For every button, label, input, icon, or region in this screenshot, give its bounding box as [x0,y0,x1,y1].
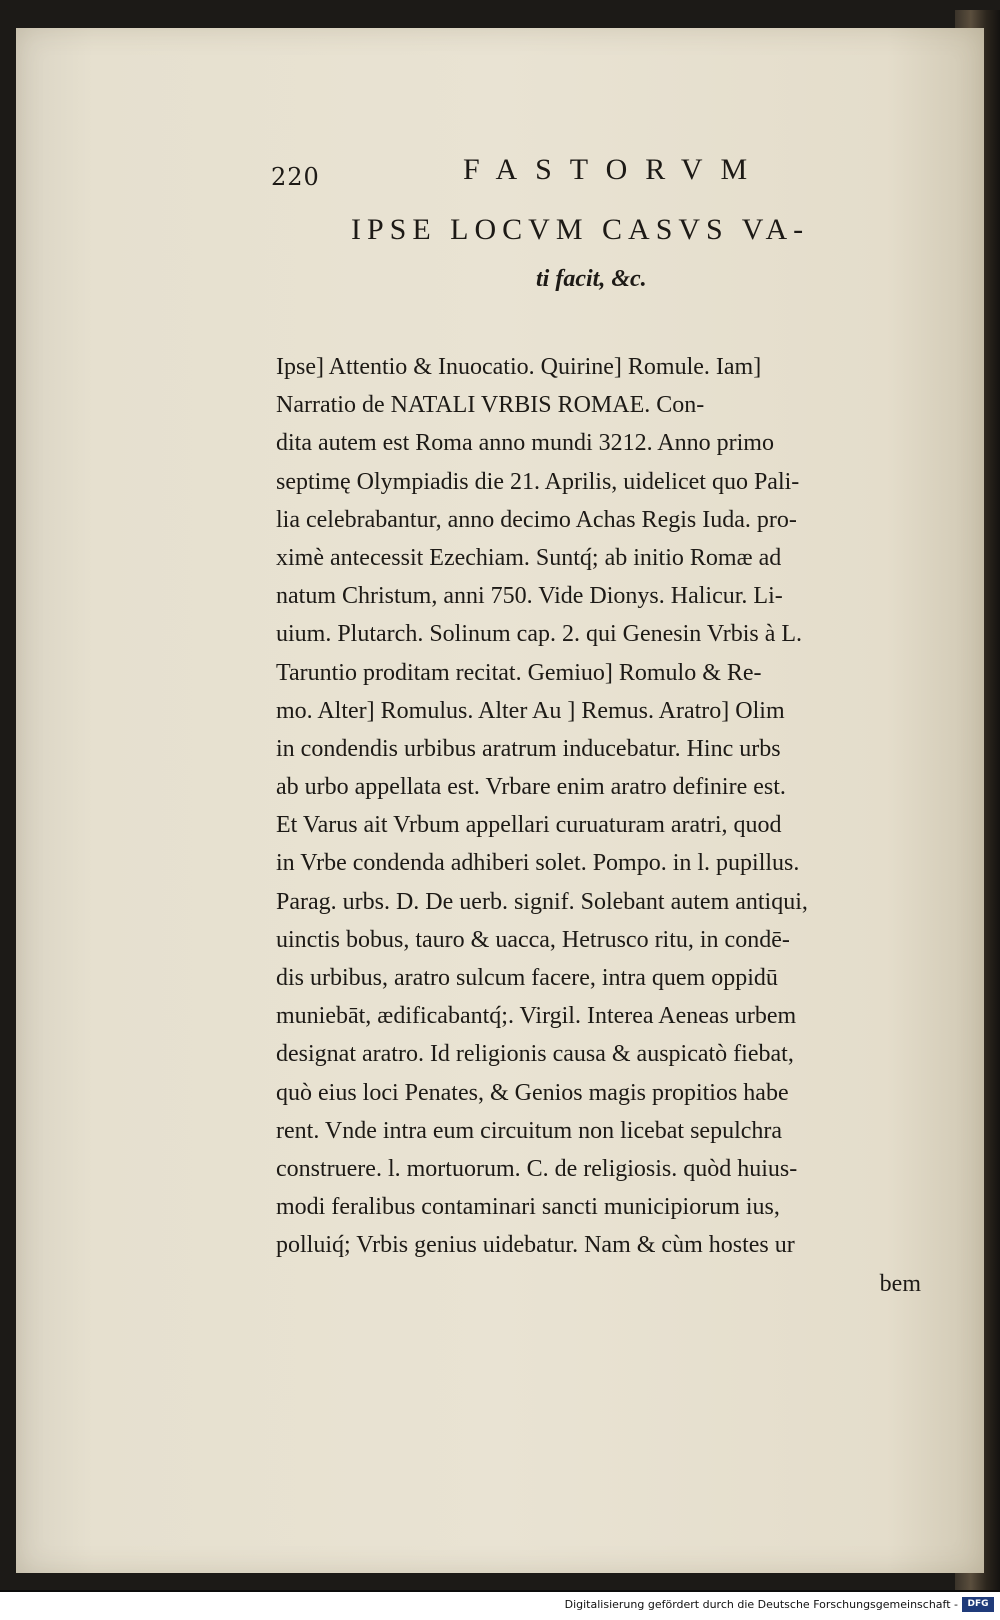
text-line: muniebāt, ædificabantq́;. Virgil. Interea Aeneas urbem [276,1003,797,1030]
text-line: ximè antecessit Ezechiam. Suntq́; ab initio Romæ ad [276,544,782,571]
text-line: septimę Olympiadis die 21. Aprilis, uidelicet quo Pali- [276,468,800,495]
text-line: lia celebrabantur, anno decimo Achas Regis Iuda. pro- [276,506,797,533]
text-line: ab urbo appellata est. Vrbare enim aratro definire est. [276,774,786,801]
text-line: Taruntio proditam recitat. Gemiuo] Romulo & Re- [276,659,762,686]
text-line: dis urbibus, aratro sulcum facere, intra quem oppidū [276,965,778,991]
text-line: natum Christum, anni 750. Vide Dionys. Halicur. Li- [276,583,783,610]
page-number: 220 [271,163,320,191]
text-line: uium. Plutarch. Solinum cap. 2. qui Genesin Vrbis à L. [276,621,803,648]
text-line: Parag. urbs. D. De uerb. signif. Solebant autem antiqui, [276,888,808,915]
text-line: dita autem est Roma anno mundi 3212. Anno primo [276,430,774,457]
text-line: in condendis urbibus aratrum inducebatur. Hinc urbs [276,735,781,762]
catchword: bem [879,1270,921,1297]
text-line: designat aratro. Id religionis causa & auspicatò fiebat, [276,1041,794,1068]
footer-bar [0,1592,1000,1620]
text-line: uinctis bobus, tauro & uacca, Hetrusco ritu, in condē- [276,926,790,953]
text-line: construere. l. mortuorum. C. de religiosis. quòd huius- [276,1155,798,1182]
text-line: in Vrbe condenda adhiberi solet. Pompo. in l. pupillus. [276,850,800,877]
section-heading-continuation: ti facit, &c. [536,266,647,292]
text-line: Narratio de NATALI VRBIS ROMAE. Con- [276,392,705,419]
text-line: mo. Alter] Romulus. Alter Au ] Remus. Aratro] Olim [276,697,785,724]
funding-credit: Digitalisierung gefördert durch die Deutsche Forschungsgemeinschaft - [564,1598,958,1611]
section-heading: IPSE LOCVM CASVS VA- [351,213,810,246]
text-line: rent. Vnde intra eum circuitum non licebat sepulchra [276,1117,783,1144]
text-line: Et Varus ait Vrbum appellari curuaturam aratri, quod [276,812,782,839]
dfg-logo: DFG [962,1597,994,1612]
body-text [276,348,966,1303]
book-page [16,28,984,1573]
running-head: FASTORVM [463,153,766,186]
text-line: modi feralibus contaminari sancti municipiorum ius, [276,1194,780,1221]
text-line: polluiq́; Vrbis genius uidebatur. Nam & cùm hostes ur [276,1232,795,1259]
text-line: quò eius loci Penates, & Genios magis propitios habe [276,1079,789,1106]
text-line: Ipse] Attentio & Inuocatio. Quirine] Romule. Iam] [276,354,762,380]
